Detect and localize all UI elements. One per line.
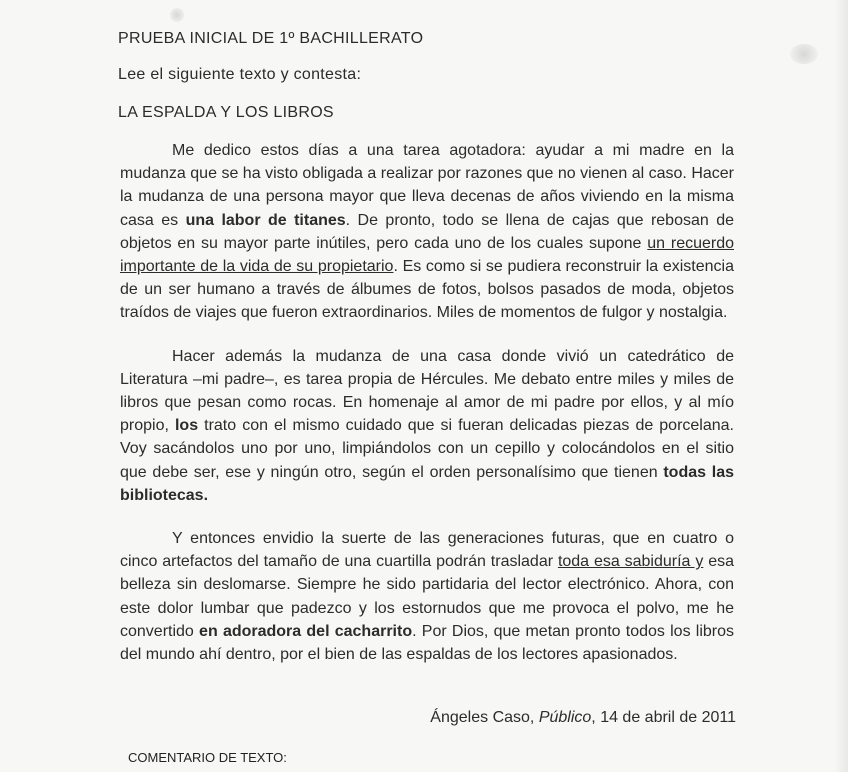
- scan-smudge: [170, 8, 184, 22]
- signature-author: Ángeles Caso,: [430, 709, 539, 726]
- signature-publication: Público: [538, 709, 592, 726]
- bold-phrase: en adoradora del cacharrito: [199, 622, 413, 640]
- bold-phrase: una labor de titanes: [185, 211, 346, 229]
- article-paragraph: [120, 139, 734, 325]
- article-title: LA ESPALDA Y LOS LIBROS: [118, 104, 334, 121]
- article-body: [120, 139, 734, 666]
- bold-phrase: los: [174, 417, 199, 435]
- exam-title: PRUEBA INICIAL DE 1º BACHILLERATO: [118, 30, 424, 47]
- paragraph-text: Me dedico estos días a una tarea agotadora: ayudar a mi madre en la mudanza que se ha visto obligada a realizar por razones que no vienen al caso. Hacer la mudanza de una persona mayor que lleva decenas de años viviendo en la misma casa es: [120, 142, 734, 229]
- paragraph-text: . Por Dios, que metan pronto todos los libros del mundo ahí dentro, por el bien de las espaldas de los lectores apasionados.: [120, 622, 735, 664]
- paragraph-text: esa belleza sin deslomarse. Siempre he sido partidaria del lector electrónico. Ahora, con este dolor lumbar que padezco y los estornudos que me provoca el polvo, me he convertido: [120, 553, 735, 640]
- paragraph-text: . De pronto, todo se llena de cajas que rebosan de objetos en su mayor parte inútiles, pero cada uno de los cuales supone: [120, 211, 735, 252]
- article-paragraph: [120, 345, 734, 507]
- page-edge-shadow: [834, 0, 848, 772]
- comentario-label: COMENTARIO DE TEXTO:: [128, 750, 287, 765]
- article-paragraph: [120, 527, 734, 666]
- paragraph-text: trato con el mismo cuidado que si fueran delicadas piezas de porcelana. Voy sacándolos uno por uno, limpiándolos con un cepillo y colocándolos en el sitio que debe ser, ese y ningún otro, según el orden personalísimo que tienen: [120, 417, 734, 481]
- instruction-text: Lee el siguiente texto y contesta:: [118, 66, 362, 83]
- paragraph-text: Y entonces envidio la suerte de las generaciones futuras, que en cuatro o cinco artefactos del tamaño de una cuartilla podrán trasladar: [120, 530, 734, 571]
- underlined-phrase: toda esa sabiduría y: [557, 553, 704, 571]
- paragraph-text: . Es como si se pudiera reconstruir la existencia de un ser humano a través de álbumes de fotos, bolsos pasados de moda, objetos traídos de viajes que fueron extraordinarios. Miles de momentos de fulgor y nostalgia.: [120, 258, 735, 322]
- bold-phrase: todas las bibliotecas.: [120, 463, 734, 504]
- article-signature: [430, 709, 736, 727]
- underlined-phrase: un recuerdo importante de la vida de su propietario: [120, 234, 735, 276]
- signature-date: , 14 de abril de 2011: [591, 709, 736, 726]
- scan-smudge: [790, 44, 818, 64]
- paragraph-text: Hacer además la mudanza de una casa donde vivió un catedrático de Literatura –mi padre–, es tarea propia de Hércules. Me debato entre miles y miles de libros que pesan como rocas. En homenaje al amor de mi padre por ellos, y al mío propio,: [120, 347, 734, 435]
